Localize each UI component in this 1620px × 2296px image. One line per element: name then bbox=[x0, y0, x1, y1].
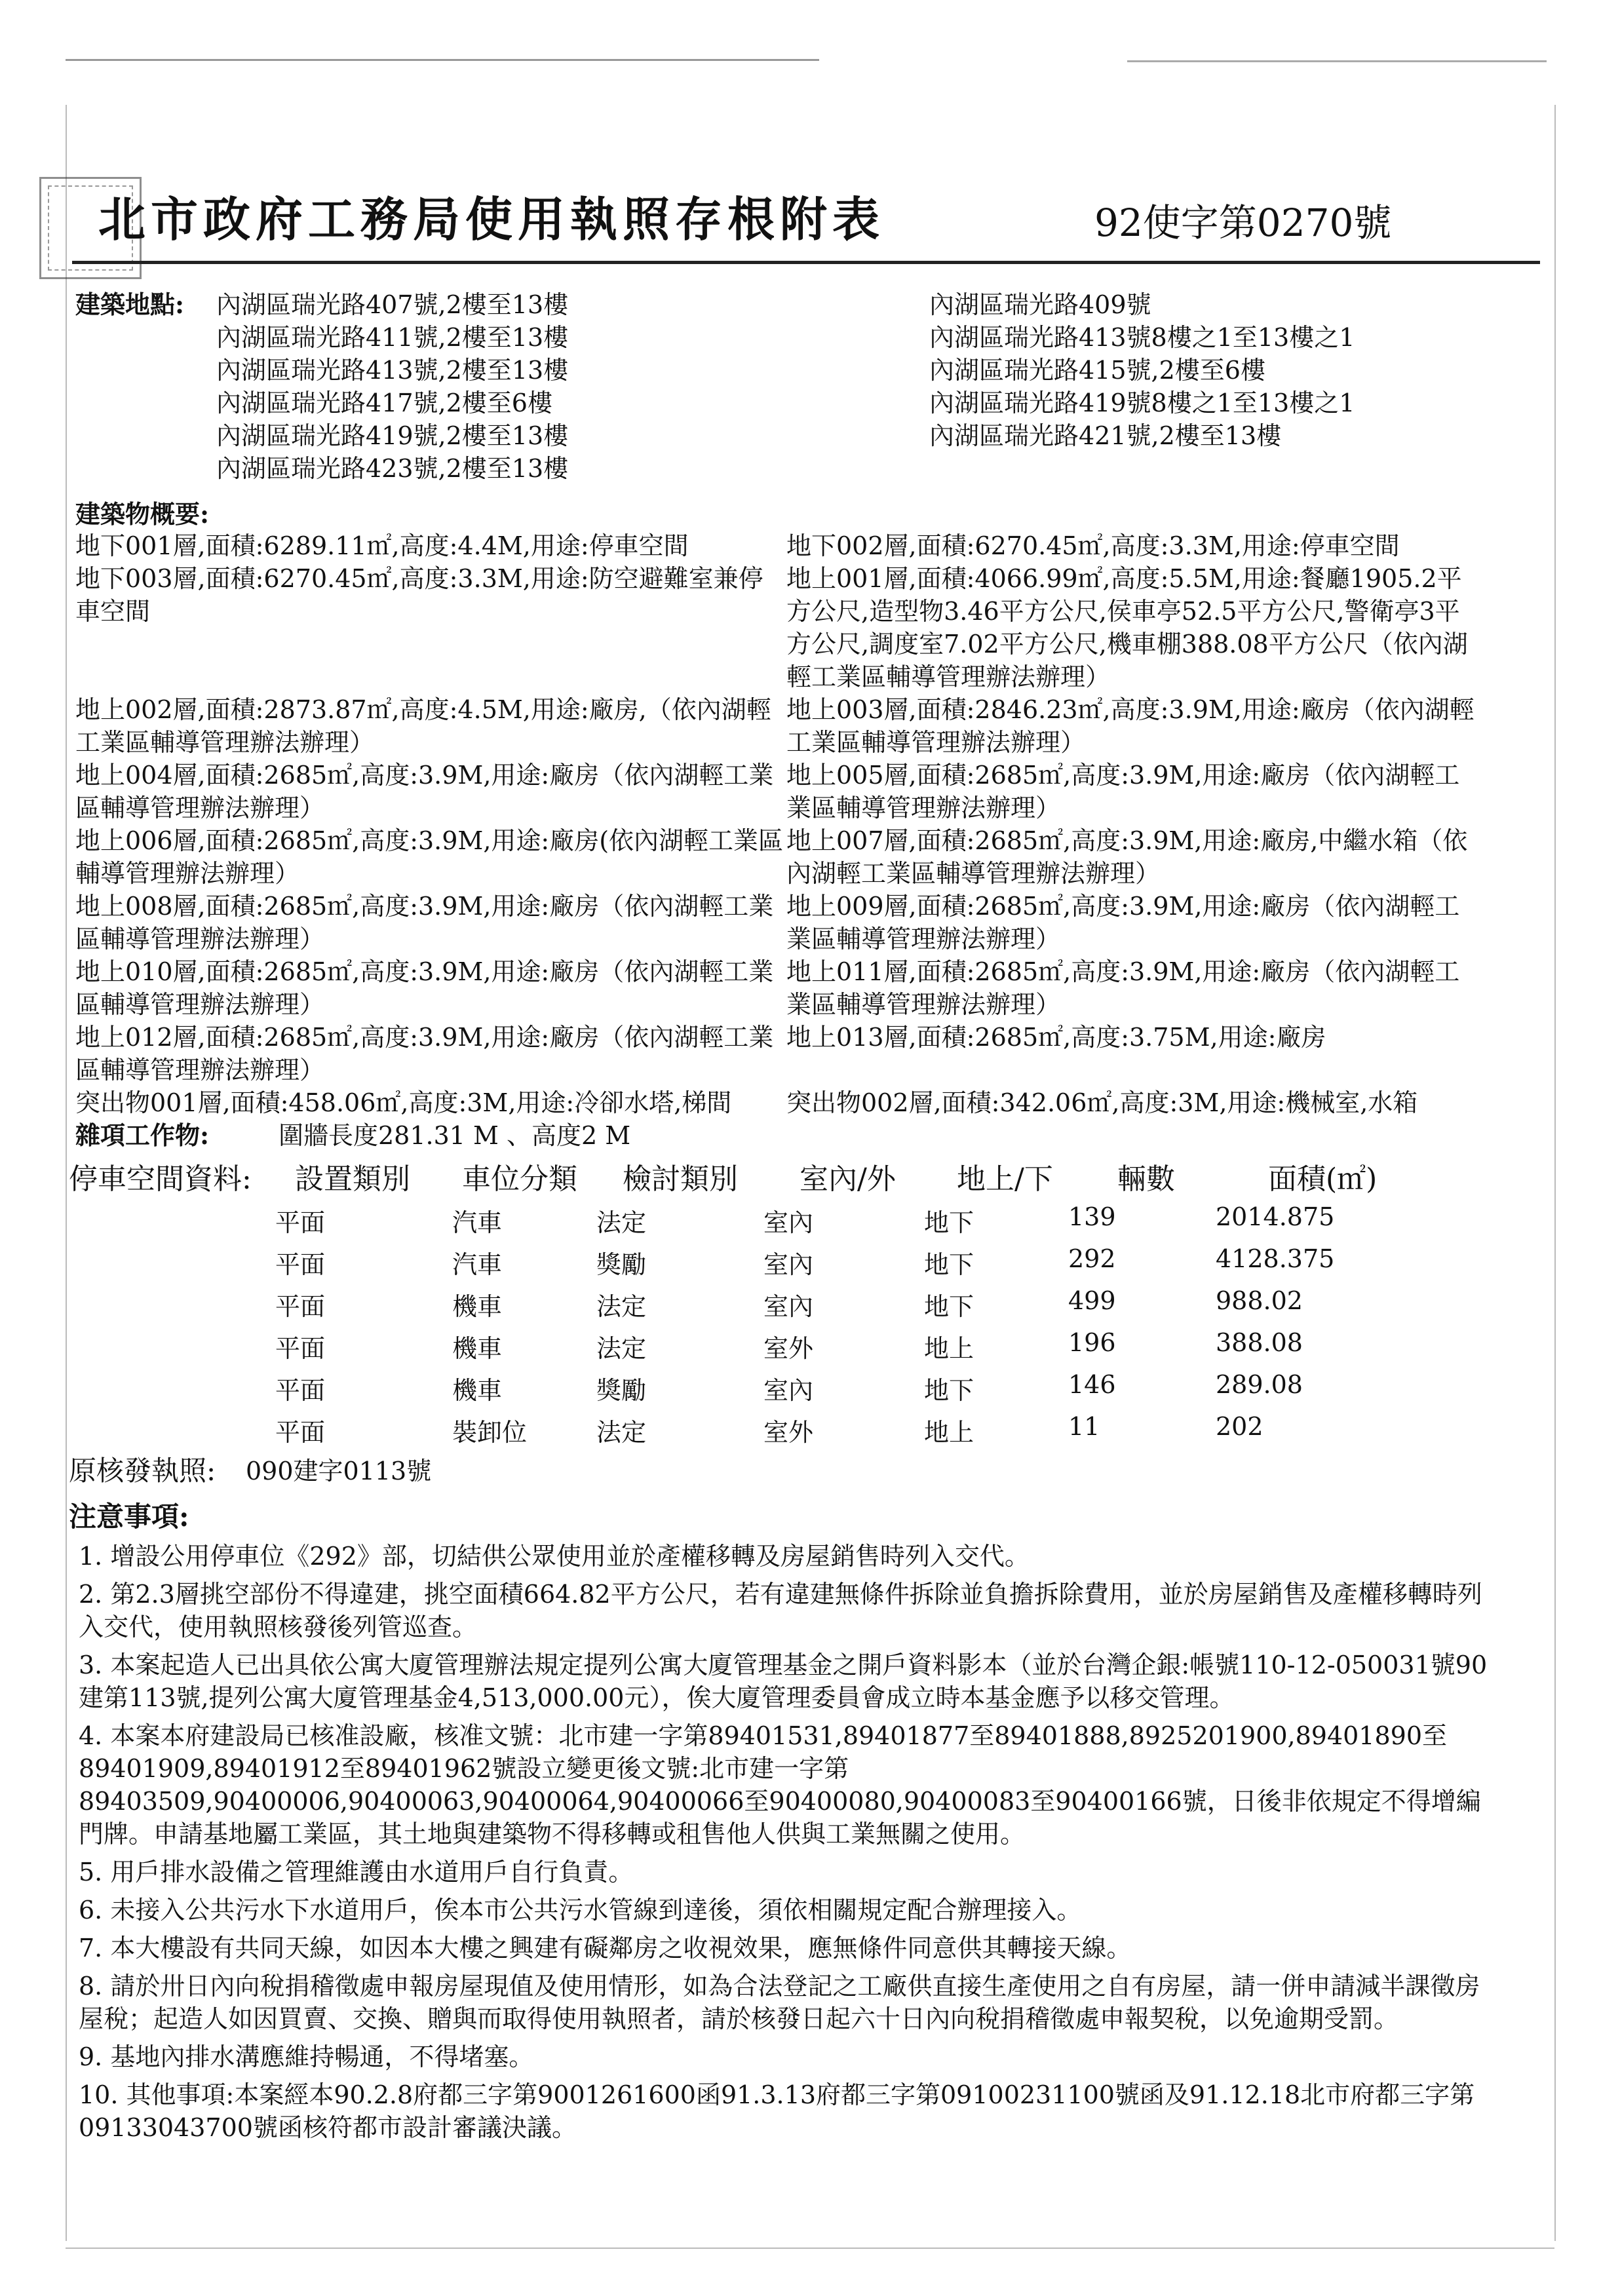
parking-col-header: 設置類別 bbox=[295, 1162, 410, 1196]
overview-row bbox=[75, 529, 1484, 562]
address-line: 內湖區瑞光路419號8樓之1至13樓之1 bbox=[929, 389, 1355, 417]
floor-entry: 地上006層,面積:2685㎡,高度:3.9M,用途:廠房(依內湖輕工業區輔導管理辦法辦理） bbox=[75, 826, 784, 888]
parking-row bbox=[69, 1196, 1511, 1238]
floor-entry: 地下003層,面積:6270.45㎡,高度:3.3M,用途:防空避難室兼停車空間 bbox=[75, 564, 763, 626]
address-line: 內湖區瑞光路409號 bbox=[929, 290, 1151, 319]
floor-entry: 突出物002層,面積:342.06㎡,高度:3M,用途:機械室,水箱 bbox=[786, 1088, 1418, 1117]
parking-row bbox=[69, 1364, 1511, 1406]
vehicle-class: 機車 bbox=[452, 1376, 503, 1405]
parking-area: 2014.875 bbox=[1216, 1202, 1335, 1231]
review-class: 法定 bbox=[596, 1208, 647, 1237]
above-below: 地下 bbox=[924, 1292, 974, 1321]
address-line: 內湖區瑞光路419號,2樓至13樓 bbox=[216, 421, 569, 450]
vehicle-count: 11 bbox=[1068, 1412, 1100, 1441]
above-below: 地下 bbox=[924, 1376, 974, 1405]
parking-row bbox=[69, 1322, 1511, 1364]
note-item: 9. 基地內排水溝應維持暢通，不得堵塞。 bbox=[79, 2042, 534, 2071]
parking-type: 平面 bbox=[275, 1292, 326, 1321]
title-underline bbox=[72, 261, 1540, 264]
parking-col-header: 車位分類 bbox=[462, 1162, 577, 1196]
parking-row bbox=[69, 1238, 1511, 1280]
parking-area: 202 bbox=[1216, 1412, 1263, 1441]
overview-block bbox=[75, 529, 1484, 1152]
note-item: 10. 其他事項:本案經本90.2.8府都三字第9001261600函91.3.13府都三字第09100231100號函及91.12.18北市府都三字第09133043700號函核符都市設計審議決議。 bbox=[79, 2080, 1475, 2142]
address-left-list bbox=[216, 288, 568, 485]
review-class: 法定 bbox=[596, 1418, 647, 1447]
floor-entry: 地上005層,面積:2685㎡,高度:3.9M,用途:廠房（依內湖輕工業區輔導管理辦法辦理） bbox=[786, 761, 1460, 822]
original-permit-value: 090建字0113號 bbox=[246, 1457, 432, 1485]
scan-left-border bbox=[66, 105, 67, 2241]
vehicle-class: 機車 bbox=[452, 1334, 503, 1363]
vehicle-count: 292 bbox=[1068, 1244, 1116, 1273]
indoor-outdoor: 室內 bbox=[763, 1208, 814, 1237]
address-line: 內湖區瑞光路423號,2樓至13樓 bbox=[216, 454, 569, 483]
vehicle-count: 146 bbox=[1068, 1370, 1116, 1399]
address-line: 內湖區瑞光路411號,2樓至13樓 bbox=[216, 323, 569, 352]
parking-type: 平面 bbox=[275, 1334, 326, 1363]
above-below: 地上 bbox=[924, 1418, 974, 1447]
parking-header-row bbox=[69, 1150, 1511, 1196]
overview-row bbox=[75, 693, 1484, 759]
floor-entry: 地上012層,面積:2685㎡,高度:3.9M,用途:廠房（依內湖輕工業區輔導管理辦法辦理） bbox=[75, 1023, 774, 1084]
parking-rows bbox=[69, 1196, 1511, 1447]
misc-label: 雜項工作物: bbox=[75, 1120, 210, 1150]
floor-entry: 地上010層,面積:2685㎡,高度:3.9M,用途:廠房（依內湖輕工業區輔導管理辦法辦理） bbox=[75, 957, 774, 1019]
note-item: 6. 未接入公共污水下水道用戶，俟本市公共污水管線到達後，須依相關規定配合辦理接入。 bbox=[79, 1896, 1082, 1924]
floor-entry: 地上003層,面積:2846.23㎡,高度:3.9M,用途:廠房（依內湖輕工業區輔導管理辦法辦理） bbox=[786, 695, 1475, 757]
above-below: 地上 bbox=[924, 1334, 974, 1363]
note-item: 4. 本案本府建設局已核准設廠，核准文號：北市建一字第89401531,89401877至89401888,8925201900,89401890至89401909,89401912至89401962號設立變更後文號:北市建一字第89403509,90400006,90400063,90400064,90400066至90400080,90400083至90400166號，日後非依規定不得增編門牌。申請基地屬工業區，其土地與建築物不得移轉或租售他人供與工業無關之使用。 bbox=[79, 1721, 1481, 1848]
parking-section bbox=[69, 1150, 1511, 1447]
review-class: 獎勵 bbox=[596, 1376, 647, 1405]
parking-area: 4128.375 bbox=[1216, 1244, 1335, 1273]
parking-col-header: 地上/下 bbox=[957, 1162, 1053, 1196]
indoor-outdoor: 室內 bbox=[763, 1250, 814, 1279]
floor-entry: 突出物001層,面積:458.06㎡,高度:3M,用途:冷卻水塔,梯間 bbox=[75, 1088, 732, 1117]
vehicle-class: 機車 bbox=[452, 1292, 503, 1321]
misc-value: 圍牆長度281.31 M 、高度2 M bbox=[279, 1121, 631, 1150]
note-item: 2. 第2.3層挑空部份不得違建，挑空面積664.82平方公尺，若有違建無條件拆除並負擔拆除費用，並於房屋銷售及產權移轉時列入交代，使用執照核發後列管巡查。 bbox=[79, 1580, 1482, 1641]
parking-label: 停車空間資料: bbox=[69, 1162, 252, 1196]
floor-entry: 地下002層,面積:6270.45㎡,高度:3.3M,用途:停車空間 bbox=[786, 531, 1400, 560]
page-title: 北市政府工務局使用執照存根附表 bbox=[98, 191, 885, 247]
floor-entry: 地上009層,面積:2685㎡,高度:3.9M,用途:廠房（依內湖輕工業區輔導管理辦法辦理） bbox=[786, 892, 1460, 953]
scan-right-border bbox=[1554, 105, 1556, 2241]
parking-type: 平面 bbox=[275, 1208, 326, 1237]
indoor-outdoor: 室外 bbox=[763, 1418, 814, 1447]
overview-row bbox=[75, 562, 1484, 693]
vehicle-class: 汽車 bbox=[452, 1208, 503, 1237]
floor-entry: 地上001層,面積:4066.99㎡,高度:5.5M,用途:餐廳1905.2平方公尺,造型物3.46平方公尺,侯車亭52.5平方公尺,警衛亭3平方公尺,調度室7.02平方公尺,機車棚388.08平方公尺（依內湖輕工業區輔導管理辦法辦理） bbox=[786, 564, 1468, 691]
overview-row bbox=[75, 955, 1484, 1021]
address-right-list bbox=[929, 288, 1355, 452]
vehicle-count: 499 bbox=[1068, 1286, 1116, 1315]
indoor-outdoor: 室外 bbox=[763, 1334, 814, 1363]
note-item: 7. 本大樓設有共同天線，如因本大樓之興建有礙鄰房之收視效果，應無條件同意供其轉接天線。 bbox=[79, 1934, 1132, 1962]
review-class: 獎勵 bbox=[596, 1250, 647, 1279]
address-label: 建築地點: bbox=[75, 290, 185, 319]
overview-row bbox=[75, 1086, 1484, 1119]
scan-top-line-right bbox=[1127, 60, 1547, 62]
note-item: 3. 本案起造人已出具依公寓大廈管理辦法規定提列公寓大廈管理基金之開戶資料影本（並於台灣企銀:帳號110-12-050031號90建第113號,提列公寓大廈管理基金4,513,000.00元），俟大廈管理委員會成立時本基金應予以移交管理。 bbox=[79, 1651, 1488, 1712]
parking-area: 289.08 bbox=[1216, 1370, 1303, 1399]
original-permit-label: 原核發執照: bbox=[69, 1455, 216, 1487]
scan-top-line bbox=[66, 59, 819, 61]
floor-entry: 地上013層,面積:2685㎡,高度:3.75M,用途:廠房 bbox=[786, 1023, 1326, 1052]
address-line: 內湖區瑞光路421號,2樓至13樓 bbox=[929, 421, 1282, 450]
address-line: 內湖區瑞光路413號8樓之1至13樓之1 bbox=[929, 323, 1355, 352]
address-line: 內湖區瑞光路415號,2樓至6樓 bbox=[929, 356, 1265, 385]
address-line: 內湖區瑞光路417號,2樓至6樓 bbox=[216, 389, 552, 417]
floor-entry: 地上004層,面積:2685㎡,高度:3.9M,用途:廠房（依內湖輕工業區輔導管理辦法辦理） bbox=[75, 761, 774, 822]
overview-label: 建築物概要: bbox=[75, 499, 210, 529]
vehicle-count: 139 bbox=[1068, 1202, 1116, 1231]
above-below: 地下 bbox=[924, 1208, 974, 1237]
scan-bottom-line bbox=[66, 2248, 1554, 2249]
overview-row bbox=[75, 824, 1484, 890]
note-item: 8. 請於卅日內向稅捐稽徵處申報房屋現值及使用情形，如為合法登記之工廠供直接生產使用之自有房屋，請一併申請減半課徵房屋稅；起造人如因買賣、交換、贈與而取得使用執照者，請於核發日起六十日內向稅捐稽徵處申報契稅，以免逾期受罰。 bbox=[79, 1972, 1480, 2033]
notes-label: 注意事項: bbox=[69, 1501, 189, 1533]
floor-entry: 地上002層,面積:2873.87㎡,高度:4.5M,用途:廠房,（依內湖輕工業區輔導管理辦法辦理） bbox=[75, 695, 771, 757]
vehicle-class: 汽車 bbox=[452, 1250, 503, 1279]
parking-col-header: 檢討類別 bbox=[623, 1162, 738, 1196]
vehicle-class: 裝卸位 bbox=[452, 1418, 528, 1447]
review-class: 法定 bbox=[596, 1292, 647, 1321]
floor-entry: 地上008層,面積:2685㎡,高度:3.9M,用途:廠房（依內湖輕工業區輔導管理辦法辦理） bbox=[75, 892, 774, 953]
parking-area: 388.08 bbox=[1216, 1328, 1303, 1357]
notes-list bbox=[79, 1540, 1501, 2149]
parking-col-header: 室內/外 bbox=[800, 1162, 896, 1196]
overview-row bbox=[75, 890, 1484, 955]
address-line: 內湖區瑞光路413號,2樓至13樓 bbox=[216, 356, 569, 385]
parking-type: 平面 bbox=[275, 1376, 326, 1405]
review-class: 法定 bbox=[596, 1334, 647, 1363]
misc-row bbox=[75, 1119, 1484, 1152]
indoor-outdoor: 室內 bbox=[763, 1292, 814, 1321]
above-below: 地下 bbox=[924, 1250, 974, 1279]
parking-type: 平面 bbox=[275, 1250, 326, 1279]
parking-row bbox=[69, 1280, 1511, 1322]
parking-row bbox=[69, 1406, 1511, 1447]
parking-col-header: 輛數 bbox=[1117, 1162, 1175, 1196]
parking-col-header: 面積(㎡) bbox=[1268, 1162, 1378, 1196]
overview-row bbox=[75, 759, 1484, 824]
license-number: 92使字第0270號 bbox=[1094, 201, 1392, 245]
indoor-outdoor: 室內 bbox=[763, 1376, 814, 1405]
overview-row bbox=[75, 1021, 1484, 1086]
floor-entry: 地上007層,面積:2685㎡,高度:3.9M,用途:廠房,中繼水箱（依內湖輕工業區輔導管理辦法辦理） bbox=[786, 826, 1468, 888]
vehicle-count: 196 bbox=[1068, 1328, 1116, 1357]
parking-area: 988.02 bbox=[1216, 1286, 1303, 1315]
note-item: 1. 增設公用停車位《292》部，切結供公眾使用並於產權移轉及房屋銷售時列入交代。 bbox=[79, 1542, 1030, 1571]
parking-type: 平面 bbox=[275, 1418, 326, 1447]
address-line: 內湖區瑞光路407號,2樓至13樓 bbox=[216, 290, 569, 319]
floor-entry: 地下001層,面積:6289.11㎡,高度:4.4M,用途:停車空間 bbox=[75, 531, 689, 560]
original-permit-row bbox=[69, 1455, 431, 1487]
floor-entry: 地上011層,面積:2685㎡,高度:3.9M,用途:廠房（依內湖輕工業區輔導管理辦法辦理） bbox=[786, 957, 1460, 1019]
note-item: 5. 用戶排水設備之管理維護由水道用戶自行負責。 bbox=[79, 1858, 634, 1886]
